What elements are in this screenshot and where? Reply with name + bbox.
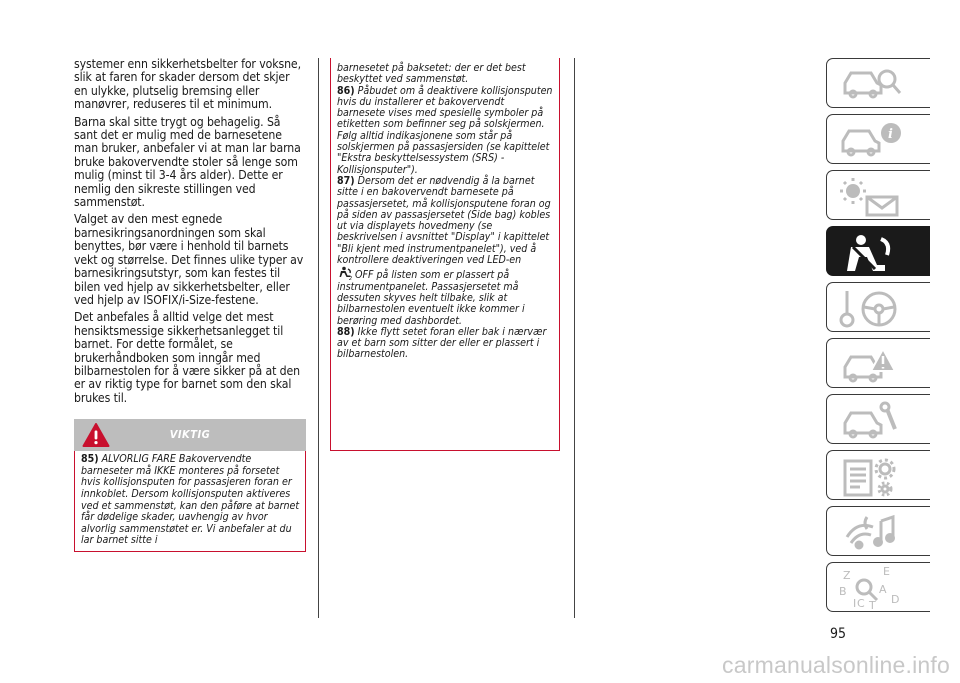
warning-header — [74, 419, 306, 451]
note-number: 87) — [337, 174, 355, 187]
tab-getting-to-know-car[interactable] — [826, 58, 930, 108]
paragraph: systemer enn sikkerhetsbelter for voksne, slik at faren for skader dersom det skjer en ulykke, plutselig bremsing eller manøvrer, reduseres til et minimum. — [74, 57, 301, 112]
specs-gear-icon — [837, 455, 907, 499]
warning-lights-icon — [837, 175, 907, 219]
index-letters-icon — [837, 567, 907, 611]
svg-text:i: i — [888, 127, 893, 142]
column-divider — [574, 58, 575, 618]
index-letter: B — [839, 585, 847, 598]
note-number: 86) — [337, 84, 355, 97]
note-number: 88) — [337, 325, 355, 338]
tab-emergency[interactable] — [826, 338, 930, 388]
index-letter: A — [879, 583, 887, 596]
index-letter: C — [857, 597, 865, 610]
index-letter: T — [869, 599, 876, 611]
tab-dashboard-info[interactable] — [826, 114, 930, 164]
warning-text: barnesetet på baksetet: der er det best beskyttet ved sammenstøt. — [337, 62, 526, 86]
note-number: 85) — [81, 453, 99, 466]
tab-maintenance[interactable] — [826, 394, 930, 444]
tab-index[interactable] — [826, 562, 930, 612]
index-letter: E — [883, 567, 890, 578]
index-letter: D — [891, 593, 900, 606]
page-number: 95 — [830, 626, 847, 642]
note-text: OFF på listen som er plassert på instrumentpanelet. Passasjersetet må dessuten skyves helt tilbake, slik at bilbarnestolen eventuelt ikke kommer i berøring med dashbordet. — [337, 269, 525, 327]
seatbelt-airbag-icon — [837, 231, 907, 275]
text-column-left — [74, 58, 306, 552]
index-letter: I — [853, 597, 857, 610]
passenger-airbag-off-icon — [337, 266, 353, 280]
index-letter: Z — [843, 569, 851, 582]
column-divider — [318, 58, 319, 618]
warning-continuation-box — [330, 58, 560, 451]
tab-technical-data[interactable] — [826, 450, 930, 500]
warning-box — [74, 451, 306, 552]
tab-lights-messages[interactable] — [826, 170, 930, 220]
tab-multimedia[interactable] — [826, 506, 930, 556]
note-text: Påbudet om å deaktivere kollisjonsputen hvis du installerer et bakovervendt barnesete vises med spesielle symboler på etiketten som befinner seg på solskjermen. Følg alltid indikasjonene som står på solskjermen på passasjersiden (se kapittelet "Ekstra beskyttelsessystem (SRS) - Kollisjonsputer"). — [337, 84, 553, 176]
car-emergency-icon — [837, 343, 907, 387]
paragraph: Det anbefales å alltid velge det mest hensiktsmessige sikkerhetsanlegget til barnet. For dette formålet, se brukerhåndboken som inngår med bilbarnestolen for å være sikker på at den er av riktig type for barnet som den skal brukes til. — [74, 310, 301, 405]
key-steering-wheel-icon — [837, 287, 907, 331]
warning-text: ALVORLIG FARE Bakovervendte barneseter må IKKE monteres på forsetet hvis kollisjonsputen for passasjeren foran er innkoblet. Dersom kollisjonsputen aktiveres ved et sammenstøt, kan den påføre at barnet får dødelige skader, uavhengig av hvor alvorlig sammenstøtet er. Vi anbefaler at du lar barnet sitte i — [81, 453, 300, 547]
paragraph: Valget av den mest egnede barnesikringsanordningen som skal benyttes, bør være i henhold til barnets vekt og størrelse. Det finnes ulike typer av barnesikringsutstyr, som kan festes til bilen ved hjelp av sikkerhetsbelter, eller ved hjelp av ISOFIX/i-Size-festene. — [74, 212, 304, 307]
multimedia-music-icon — [837, 511, 907, 555]
note-text: Ikke flytt setet foran eller bak i nærvær av et barn som sitter der eller er plassert i bilbarnestolen. — [337, 325, 547, 361]
car-maintenance-icon — [837, 399, 907, 443]
car-info-icon — [837, 119, 907, 159]
car-search-icon — [837, 63, 907, 103]
svg-text:2: 2 — [349, 276, 353, 281]
paragraph: Barna skal sitte trygt og behagelig. Så sant det er mulig med de barnesetene man bruker, anbefaler vi at man lar barna bruke bakovervendte stoler så lenge som mulig (minst til 3-4 års alder). Dette er nemlig den sikreste stillingen ved sammenstøt. — [74, 114, 301, 210]
note-text: Dersom det er nødvendig å la barnet sitte i en bakovervendt barnesete på passasjersetet, må kollisjonsputene foran og på siden av passasjersetet (Side bag) kobles ut via displayets hovedmeny (se beskrivelsen i avsnittet "Display" i kapittelet "Bli kjent med instrumentpanelet"), ved å kontrollere deaktiveringen ved LED-en — [337, 174, 551, 267]
watermark: carmanualsonline.info — [722, 652, 950, 678]
tab-starting-driving[interactable] — [826, 282, 930, 332]
tab-safety[interactable] — [826, 226, 930, 276]
warning-title: VIKTIG — [169, 428, 211, 442]
